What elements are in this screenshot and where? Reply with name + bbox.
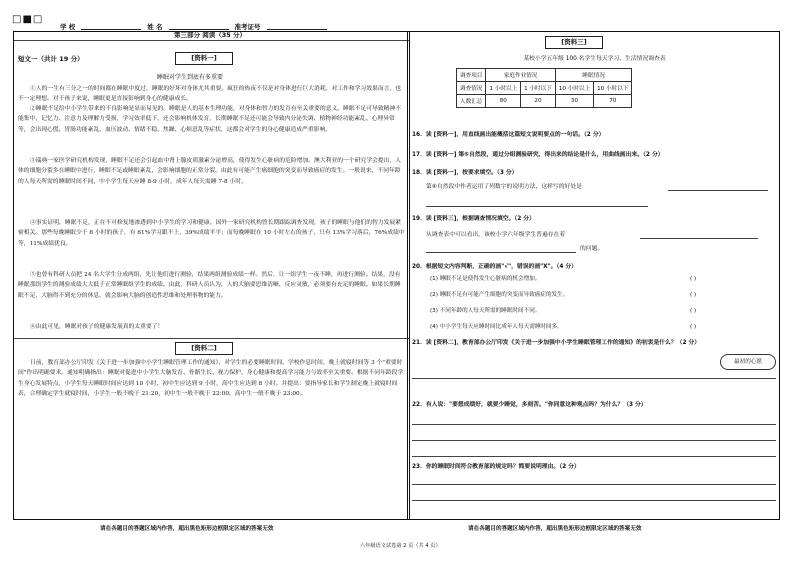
table-row [457, 69, 632, 82]
answer-line[interactable] [412, 484, 776, 485]
essay-paragraph: ①人的一生有三分之一的时间都在睡眠中度过，睡眠的好坏对身体尤其重要。疯狂的热夜不仅是对身体进行巨大消耗，对工作和学习效果而言，也不一定理想。对于孩子来说，睡眠更是直接影响到身心的健康成长。 [18, 86, 402, 103]
material1-label: [资料一] [175, 52, 233, 65]
page-number: 六年级语文试卷第 2 页（共 4 页） [360, 543, 441, 549]
school-label: 学 校 [60, 23, 76, 31]
answer-line[interactable] [412, 456, 776, 457]
question-20: 20．根据短文内容判断，正确的画"√"，错误的画"X"。（4 分） [412, 264, 577, 270]
essay-paragraph: ④事实证明，睡眠不足，正在不可修复地渗透到中小学生的学习和健康。国外一家研究机构曾长期跟踪调查发现，孩子的睡眠与他们的智力发展紧密相关。那些每晚睡眠少于 8 小时的孩子，有 61%学习跟不上，39%成绩平平；而每晚睡眠在 10 小时左右的孩子，只有 13%学习落后，76%成绩中等，11%成绩优良。 [18, 220, 405, 247]
material-divider [14, 338, 409, 339]
survey-table [456, 68, 632, 108]
judge-answer[interactable]: ( ) [690, 308, 697, 314]
judge-answer[interactable]: ( ) [690, 276, 697, 282]
table-cell: 30 [555, 95, 593, 108]
judge-statement: (1) 睡眠不足是使得发生心脏病的机会增加。 [430, 276, 541, 282]
question-19: 19．读 [资料三]，根据调查情况填空。（2 分） [412, 216, 535, 222]
name-field[interactable] [169, 22, 229, 30]
essay-paragraph: ②睡眠不足给中小学生带来的不良影响是显而易见的。睡眠是人的基本生理功能，对身体和智力的发育有至关重要的意义。睡眠不足可导致精神不能集中，记忆力、注意力及理解力受损，学习效率低下，还会影响机体发育，长期睡眠不足还可能会导致内分泌失调、植物神经功能紊乱、心理异常等，会出现心慌、胃肠功能紊乱、血压波动、情绪不稳、焦躁、心烦意乱等症状，这都会对学生的身心健康造成严重影响。 [18, 106, 402, 133]
table-cell: 70 [594, 95, 632, 108]
table-cell: 人数汇总 [457, 95, 486, 108]
essay-paragraph: ③瑞典一家医学研究机构发现，睡眠不足还会引起血中肾上腺皮质激素分泌增高，使得发生心脏病的危险增加。澳大利亚的一个研究学会提出，人体的细胞分裂多在睡眠中进行，睡眠不足或睡眠紊乱，会影响细胞的正常分裂，由此有可能产生癌细胞的突变而导致癌症的发生。一般说来，不同年龄的人每天所需的睡眠时间不同，中小学生每天应睡 8-9 小时，成年人每天需睡 7-8 小时。 [18, 158, 402, 185]
exam-id-field[interactable] [267, 22, 327, 30]
judge-statement: (4) 中小学生每天应睡时间比成年人每天需睡时间多。 [430, 324, 563, 330]
table-cell: 10 小时以上 [555, 82, 593, 95]
judge-item [430, 290, 760, 301]
question-23: 23．你的睡眠时间符合教育部的规定吗？简要说明理由。（2 分） [412, 464, 580, 470]
answer-line[interactable] [426, 252, 576, 253]
judge-statement: (3) 不同年龄的人每天所需的睡眠时间不同。 [430, 308, 541, 314]
answer-line[interactable] [412, 500, 776, 501]
material2-label: [资料二] [175, 342, 233, 355]
material3-label: [资料三] [545, 36, 603, 49]
corner-marks: □■□ [12, 14, 44, 25]
question-21: 21．读 [资料二]，教育部办公厅印发《关于进一步加强中小学生睡眠管理工作的通知》的初衷是什么？（2 分） [412, 340, 701, 346]
question-17: 17．读 [资料一] 第⑤自然段，通过分组测验研究，得出来的结论是什么，用曲线画出来。（2 分） [412, 152, 664, 158]
table-cell: 家庭作业情况 [486, 69, 555, 82]
name-label: 姓 名 [147, 23, 163, 31]
right-footer-note: 请在各题目的答题区域内作答，超出黑色矩形边框限定区域的答案无效 [468, 526, 642, 532]
section-divider [14, 40, 409, 41]
table-cell: 20 [521, 95, 556, 108]
speech-cloud: 最初的心愿 [720, 354, 776, 370]
question-18: 18．读 [资料一]，按要求填空。（3 分） [412, 170, 518, 176]
material2-text: 日前，教育部办公厅印发《关于进一步加强中小学生睡眠管理工作的通知》，对学生的必要睡眠时间、学校作息时间、晚上就寝时间等 3 个"重要时间"作出明确要求。通知明确指出：睡眠对促进中小学生大脑发育、骨骼生长、视力保护、身心健康和提高学习能力与效率至关重要。根据不同年龄段学生身心发展特点，小学生每天睡眠时间应达到 10 小时，初中生应达到 9 小时，高中生应达到 8 小时。并提出：要指导家长和学生制定晚上就寝时间表，合理确定学生就寝时间，小学生一般不晚于 21:20，初中生一般不晚于 22:00，高中生一般不晚于 23:00。 [18, 360, 404, 397]
short-text-title: 短文一（共计 19 分） [18, 55, 84, 63]
left-footer-note: 请在各题目的答题区域内作答，超出黑色矩形边框限定区域的答案无效 [100, 526, 274, 532]
essay-paragraph: ⑥由此可见，睡眠对孩子的健康发展真的太重要了！ [30, 324, 164, 330]
essay-paragraph: ⑤也曾有科研人员把 24 名大学生分成两组，先让他们进行测验，结果两组测验成绩一样。然后，让一组学生一夜不睡，再进行测验。结果，没有睡眠那组学生的测验成绩大大低于正常睡眠组学生的成绩。由此，科研人员认为，人的大脑要思维清晰，反应灵敏，必须要有充足的睡眠。如果长期睡眠不足，大脑得不到充分的休息，就会影响大脑的创造性思维和处理事物的能力。 [18, 272, 401, 299]
table-cell: 调查项目 [457, 69, 486, 82]
table-title: 某校小学五年级 100 名学生每天学习、生活情况调查表 [523, 56, 666, 62]
question-22: 22．有人说："要想成绩好，就要少睡觉，多刻苦。"你同意这种观点吗？为什么？（3 分） [412, 402, 647, 408]
table-cell: 调查情况 [457, 82, 486, 95]
judge-item [430, 322, 760, 333]
answer-line[interactable] [668, 190, 768, 191]
question-19-text: 从调查表中可以看出，该校小学六年级学生普遍存在着 [426, 232, 566, 238]
question-19-tail: 的问题。 [580, 246, 604, 252]
judge-answer[interactable]: ( ) [690, 292, 697, 298]
judge-statement: (2) 睡眠不足有可能产生细胞的突变而导致癌症的发生。 [430, 292, 569, 298]
essay-title: 睡眠对学生到底有多重要 [156, 74, 223, 81]
table-cell: 80 [486, 95, 521, 108]
answer-line[interactable] [412, 440, 776, 441]
table-cell: 1 小时以上 [486, 82, 521, 95]
table-row [457, 82, 632, 95]
answer-line[interactable] [412, 424, 776, 425]
exam-id-label: 准考证号 [234, 23, 261, 31]
judge-item [430, 274, 760, 285]
table-row [457, 95, 632, 108]
judge-answer[interactable]: ( ) [690, 324, 697, 330]
table-cell: 睡眠情况 [555, 69, 632, 82]
table-cell: 10 小时以下 [594, 82, 632, 95]
question-16: 16．读 [资料一]，用直线画出能概括这篇短文说明要点的一句话。（2 分） [412, 132, 605, 138]
judge-item [430, 306, 760, 317]
school-field[interactable] [81, 22, 141, 30]
answer-line[interactable] [640, 238, 758, 239]
answer-line[interactable] [412, 378, 776, 379]
question-18-text: 第④自然段中作者运用了列数字的说明方法，这样写的好处是 [426, 184, 582, 190]
answer-line[interactable] [426, 206, 648, 207]
table-cell: 1 小时以下 [521, 82, 556, 95]
section-title: 第三部分 阅读（35 分） [173, 31, 247, 39]
